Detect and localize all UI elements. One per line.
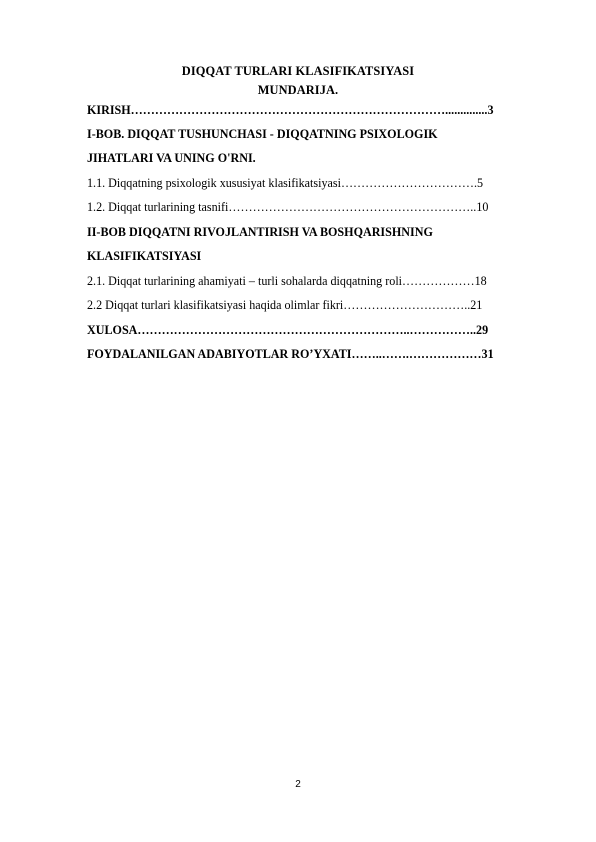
- toc-chapter-1-title: I-BOB. DIQQAT TUSHUNCHASI - DIQQATNING PSIXOLOGIK: [87, 127, 438, 141]
- document-title: DIQQAT TURLARI KLASIFIKATSIYASI: [181, 64, 415, 78]
- toc-entry-kirish: KIRISH……………………………………………………………………..............3: [87, 103, 494, 117]
- toc-entry-2-1: 2.1. Diqqat turlarining ahamiyati – turli sohalarda diqqatning roli………………18: [87, 274, 487, 288]
- page-number: 2: [295, 779, 301, 790]
- contents-heading: MUNDARIJA.: [257, 83, 339, 97]
- toc-chapter-2-title: II-BOB DIQQATNI RIVOJLANTIRISH VA BOSHQARISHNING: [87, 225, 433, 239]
- toc-entry-1-1: 1.1. Diqqatning psixologik xususiyat klasifikatsiyasi…………………………….5: [87, 176, 484, 190]
- toc-entry-xulosa: XULOSA…………………………………………………………..……………..29: [87, 323, 489, 337]
- toc-chapter-2-title-cont: KLASIFIKATSIYASI: [87, 249, 202, 263]
- toc-entry-2-2: 2.2 Diqqat turlari klasifikatsiyasi haqida olimlar fikri…………………………..21: [87, 298, 483, 312]
- toc-entry-bibliography: FOYDALANILGAN ADABIYOTLAR RO’YXATI……..…….………………31: [87, 347, 494, 361]
- toc-chapter-1-title-cont: JIHATLARI VA UNING O'RNI.: [87, 151, 256, 165]
- toc-entry-1-2: 1.2. Diqqat turlarining tasnifi……………………………………………………..10: [87, 200, 489, 214]
